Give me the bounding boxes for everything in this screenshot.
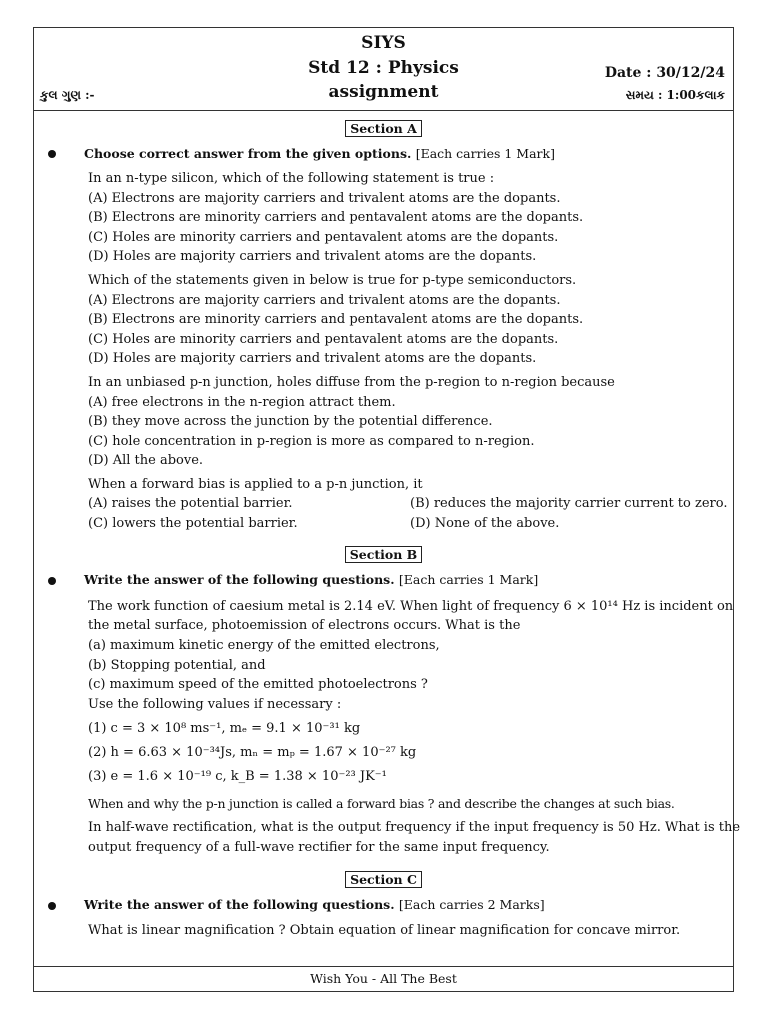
option: (A) Electrons are majority carriers and trivalent atoms are the dopants. bbox=[88, 293, 561, 308]
instruction-text: Use the following values if necessary : bbox=[88, 697, 342, 712]
sub-question: (c) maximum speed of the emitted photoelectrons ? bbox=[88, 677, 428, 692]
option: (D) Holes are majority carriers and trivalent atoms are the dopants. bbox=[88, 351, 537, 366]
option: (C) Holes are minority carriers and pentavalent atoms are the dopants. bbox=[88, 230, 559, 245]
school-name: SIYS bbox=[361, 33, 406, 53]
paper-frame bbox=[33, 27, 741, 992]
section-a-heading: Section A bbox=[34, 118, 733, 137]
option: (A) free electrons in the n-region attract them. bbox=[88, 395, 396, 410]
constant-values: (2) h = 6.63 × 10⁻³⁴Js, mₙ = mₚ = 1.67 × 10⁻²⁷ kg bbox=[88, 745, 417, 760]
option: (A) raises the potential barrier. bbox=[88, 496, 293, 511]
question-text: When and why the p-n junction is called a forward bias ? and describe the changes at such bias. bbox=[88, 796, 675, 811]
constant-values: (1) c = 3 × 10⁸ ms⁻¹, mₑ = 9.1 × 10⁻³¹ kg bbox=[88, 721, 361, 736]
option: (B) reduces the majority carrier current to zero. bbox=[410, 496, 728, 511]
total-marks-label: કુલ ગુણ :- bbox=[40, 88, 95, 102]
bullet-icon bbox=[48, 902, 56, 910]
bullet-icon bbox=[48, 150, 56, 158]
question-stem: When a forward bias is applied to a p-n junction, it bbox=[88, 477, 423, 492]
section-b-heading: Section B bbox=[34, 544, 733, 563]
constant-values: (3) e = 1.6 × 10⁻¹⁹ c, k_B = 1.38 × 10⁻²³ JK⁻¹ bbox=[88, 769, 387, 784]
option: (B) Electrons are minority carriers and pentavalent atoms are the dopants. bbox=[88, 210, 584, 225]
option: (B) they move across the junction by the potential difference. bbox=[88, 414, 493, 429]
section-c-instruction: Write the answer of the following questions. [Each carries 2 Marks] bbox=[84, 897, 545, 912]
section-a-instruction: Choose correct answer from the given options. [Each carries 1 Mark] bbox=[84, 146, 555, 161]
option: (B) Electrons are minority carriers and pentavalent atoms are the dopants. bbox=[88, 312, 584, 327]
question-text: output frequency of a full-wave rectifier for the same input frequency. bbox=[88, 840, 550, 855]
question-stem: In an n-type silicon, which of the following statement is true : bbox=[88, 171, 495, 186]
option: (D) All the above. bbox=[88, 453, 204, 468]
bullet-icon bbox=[48, 577, 56, 585]
footer: Wish You - All The Best bbox=[34, 966, 733, 992]
option: (A) Electrons are majority carriers and trivalent atoms are the dopants. bbox=[88, 191, 561, 206]
question-text: The work function of caesium metal is 2.14 eV. When light of frequency 6 × 10¹⁴ Hz is incident on bbox=[88, 599, 734, 614]
question-text: What is linear magnification ? Obtain equation of linear magnification for concave mirror. bbox=[88, 923, 681, 938]
paper-title: Std 12 : Physics bbox=[308, 58, 459, 78]
section-c-heading: Section C bbox=[34, 869, 733, 888]
option: (C) lowers the potential barrier. bbox=[88, 516, 298, 531]
time-label: સમય : 1:00કલાક bbox=[625, 88, 725, 102]
sub-question: (a) maximum kinetic energy of the emitted electrons, bbox=[88, 638, 440, 653]
option: (D) None of the above. bbox=[410, 516, 560, 531]
option: (D) Holes are majority carriers and trivalent atoms are the dopants. bbox=[88, 249, 537, 264]
section-b-instruction: Write the answer of the following questions. [Each carries 1 Mark] bbox=[84, 572, 539, 587]
option: (C) Holes are minority carriers and pentavalent atoms are the dopants. bbox=[88, 332, 559, 347]
question-text: In half-wave rectification, what is the output frequency if the input frequency is 50 Hz. What is the bbox=[88, 820, 741, 835]
paper-subtitle: assignment bbox=[328, 82, 439, 102]
question-stem: In an unbiased p-n junction, holes diffuse from the p-region to n-region because bbox=[88, 375, 615, 390]
header bbox=[34, 28, 733, 111]
date-label: Date : 30/12/24 bbox=[604, 65, 725, 81]
question-stem: Which of the statements given in below is true for p-type semiconductors. bbox=[88, 273, 577, 288]
question-text: the metal surface, photoemission of electrons occurs. What is the bbox=[88, 618, 521, 633]
option: (C) hole concentration in p-region is more as compared to n-region. bbox=[88, 434, 535, 449]
sub-question: (b) Stopping potential, and bbox=[88, 658, 266, 673]
